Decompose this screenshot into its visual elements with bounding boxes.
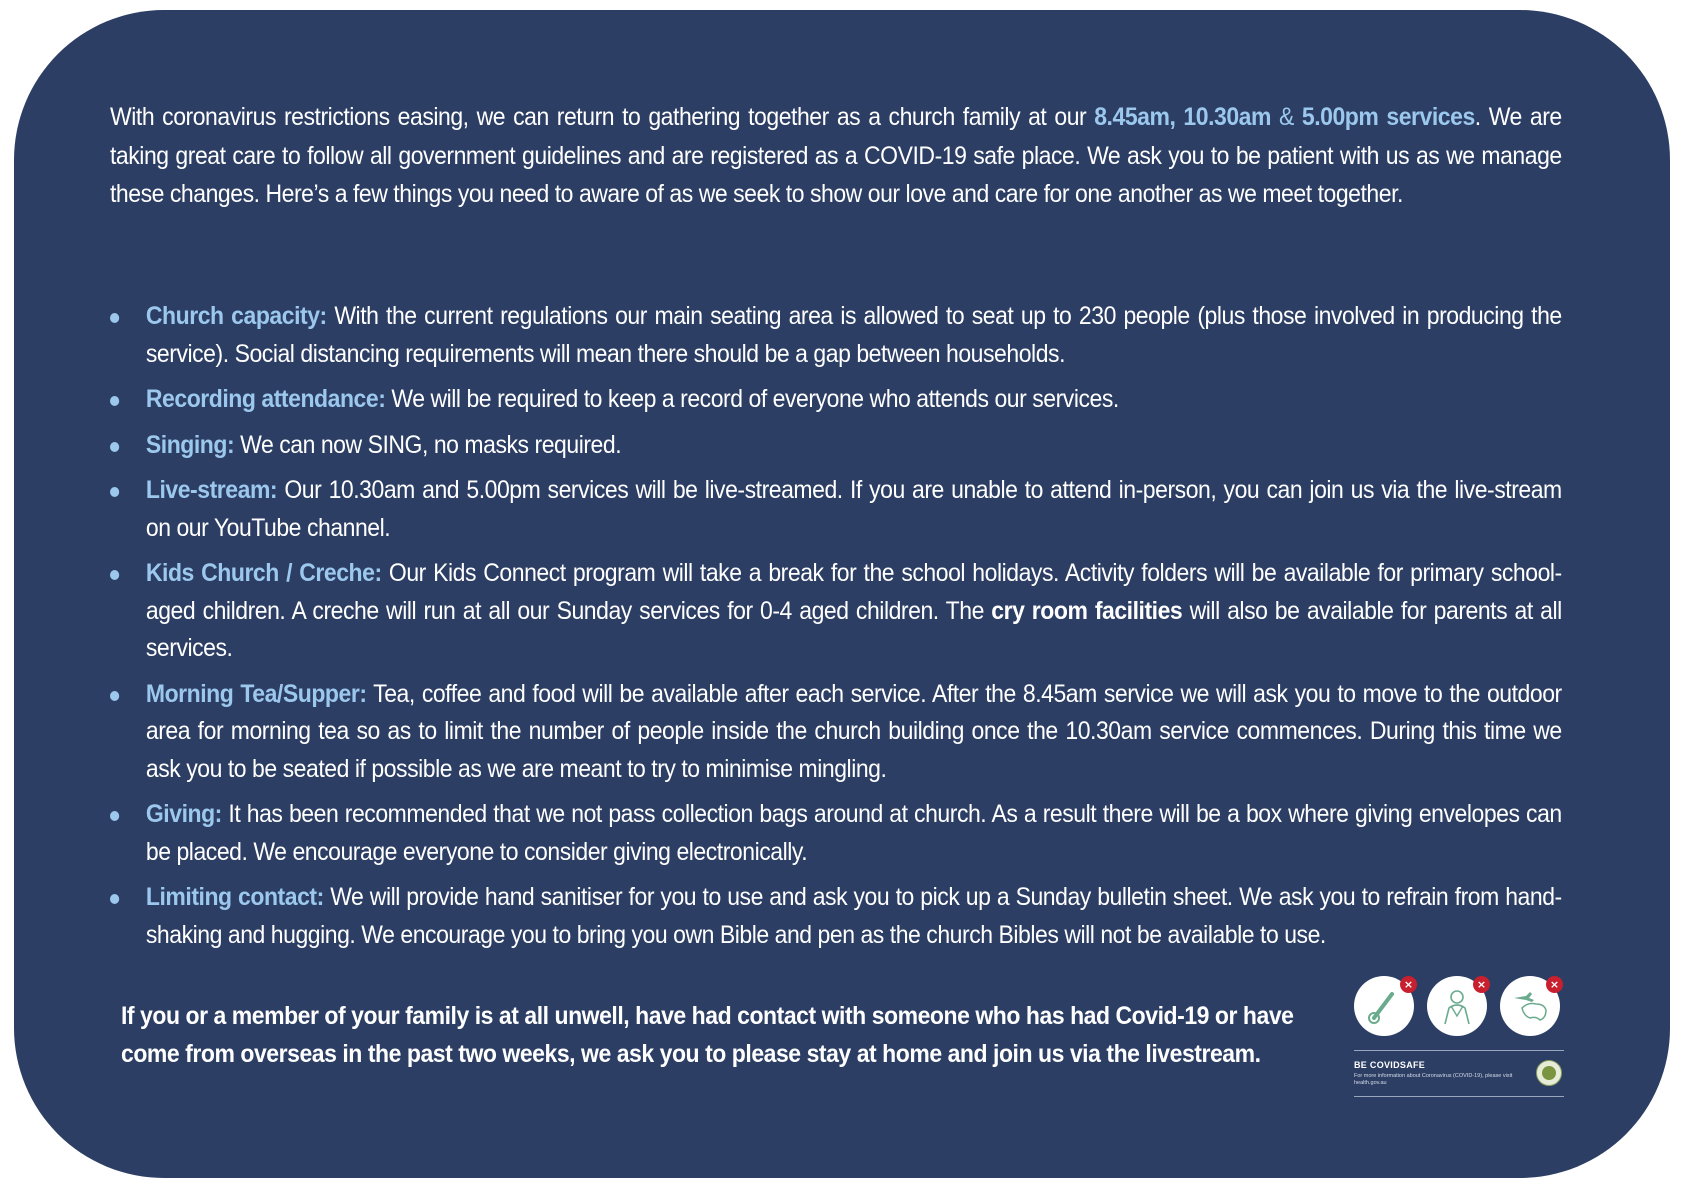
notice-content [110, 98, 1562, 949]
list-item-morning-tea [110, 676, 1562, 789]
bullet-icon [110, 811, 119, 821]
divider [1354, 1050, 1564, 1051]
list-item-giving [110, 796, 1562, 871]
bullet-icon [110, 313, 119, 323]
guidelines-list [110, 298, 1562, 962]
list-item-live-stream [110, 472, 1562, 547]
covidsafe-info-text: For more information about Coronavirus (COVID-19), please visit health.gov.au [1354, 1073, 1513, 1086]
item-text: Our Kids Connect program will take a break for the school holidays. Activity folders will be available for primary school-aged children. A creche will run at all our Sunday services for 0-4 aged children. The [145, 559, 1562, 625]
list-item-church-capacity [110, 298, 1562, 373]
item-text: With the current regulations our main seating area is allowed to seat up to 230 people (plus those involved in producing the service). Social distancing requirements will mean there should be a gap between households. [145, 302, 1562, 368]
bullet-icon [110, 396, 119, 406]
item-label: Limiting contact: [145, 883, 324, 911]
item-label: Recording attendance: [145, 385, 386, 413]
covidsafe-text: COVIDSAFE [1369, 1060, 1426, 1070]
item-text-after: will also be available for parents at all services. [145, 596, 1562, 662]
bullet-icon [110, 894, 119, 904]
item-text: It has been recommended that we not pass collection bags around at church. As a result there will be a box where giving envelopes can be placed. We encourage everyone to consider giving electronically. [145, 800, 1562, 866]
item-text: We will provide hand sanitiser for you to use and ask you to pick up a Sunday bulletin sheet. We ask you to refrain from hand-shaking and hugging. We encourage you to bring you own Bible and pen as the church Bibles will not be available to use. [145, 883, 1562, 949]
bullet-icon [110, 570, 119, 580]
bullet-icon [110, 487, 119, 497]
divider [1354, 1096, 1564, 1097]
government-seal-icon [1536, 1060, 1562, 1086]
cross-badge-icon: × [1546, 976, 1563, 993]
sick-person-icon [1427, 976, 1487, 1036]
item-label: Church capacity: [145, 302, 327, 330]
item-text: Our 10.30am and 5.00pm services will be live-streamed. If you are unable to attend in-person, you can join us via the live-stream on our YouTube channel. [145, 476, 1562, 542]
list-item-recording-attendance [110, 381, 1562, 419]
ampersand: & [1270, 103, 1302, 131]
covidsafe-badge [1354, 976, 1564, 1098]
list-item-limiting-contact [110, 879, 1562, 954]
intro-text-end: . We are taking great care to follow all government guidelines and are registered as a COVID-19 safe place. We ask you to be patient with us as we manage these changes. Here’s a few things you need to aware of as we seek to show our love and care for one another as we meet together. [110, 103, 1562, 208]
covidsafe-logo [1354, 1060, 1425, 1070]
stay-home-warning: If you or a member of your family is at all unwell, have had contact with someone who has had Covid-19 or have come from overseas in the past two weeks, we ask you to please stay at home and join us via the livestream. [121, 1002, 1294, 1068]
travel-plane-icon [1500, 976, 1560, 1036]
item-text: We can now SING, no masks required. [234, 430, 622, 459]
item-text: We will be required to keep a record of everyone who attends our services. [385, 385, 1119, 413]
bullet-icon [110, 442, 119, 452]
cross-badge-icon: × [1400, 976, 1417, 993]
be-text: BE [1354, 1060, 1370, 1070]
item-bold-text: cry room facilities [991, 596, 1183, 625]
item-label: Morning Tea/Supper: [145, 679, 367, 708]
item-text: Tea, coffee and food will be available after each service. After the 8.45am service we will ask you to move to the outdoor area for morning tea so as to limit the number of people inside the church building once the 10.30am service commences. During this time we ask you to be seated if possible as we are meant to try to minimise mingling. [145, 679, 1562, 783]
service-times-2: 5.00pm services [1301, 103, 1475, 131]
item-label: Kids Church / Creche: [145, 559, 382, 587]
item-label: Live-stream: [145, 476, 278, 504]
item-label: Singing: [145, 430, 235, 459]
service-times-1: 8.45am, 10.30am [1094, 103, 1271, 131]
list-item-singing [110, 427, 1562, 465]
item-label: Giving: [145, 800, 222, 828]
intro-paragraph [110, 98, 1562, 214]
list-item-kids-church [110, 555, 1562, 668]
bullet-icon [110, 691, 119, 701]
cross-badge-icon: × [1473, 976, 1490, 993]
thermometer-icon [1354, 976, 1414, 1036]
intro-text-start: With coronavirus restrictions easing, we can return to gathering together as a church family at our [110, 103, 1095, 131]
